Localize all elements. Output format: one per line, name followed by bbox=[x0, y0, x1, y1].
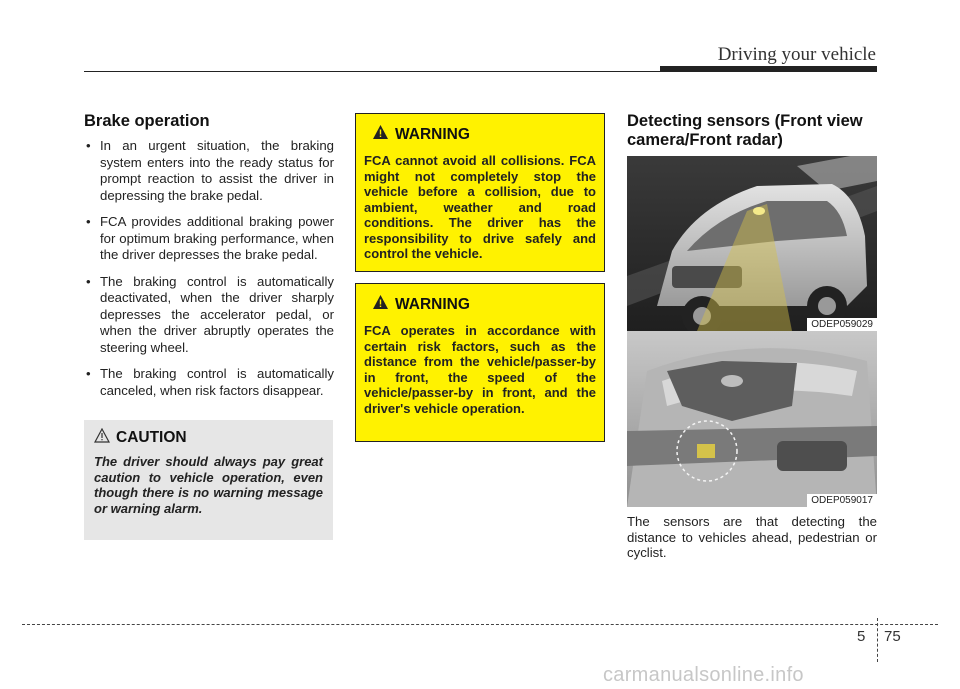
header-rule-accent bbox=[660, 66, 877, 72]
warning-triangle-icon bbox=[372, 124, 389, 145]
header-rule bbox=[84, 71, 660, 72]
warning-box-2 bbox=[355, 283, 605, 442]
list-item: • The braking control is automatically deactivated, when the driver sharply depresses the accelerator pedal, or when the driver abruptly operates the steering wheel. bbox=[84, 274, 334, 357]
image-code: ODEP059017 bbox=[807, 494, 877, 507]
warning-triangle-icon bbox=[372, 294, 389, 315]
caution-label: CAUTION bbox=[116, 429, 187, 446]
list-item: • In an urgent situation, the braking system enters into the ready status for prompt reaction to assist the driver in depressing the brake pedal. bbox=[84, 138, 334, 204]
section-title: Driving your vehicle bbox=[717, 44, 876, 65]
watermark: carmanualsonline.info bbox=[603, 664, 804, 686]
caution-text: The driver should always pay great caution to vehicle operation, even though there is no warning message or warning alarm. bbox=[94, 454, 323, 516]
chapter-number: 5 bbox=[857, 628, 866, 645]
sensors-description: The sensors are that detecting the distance to vehicles ahead, pedestrian or cyclist. bbox=[627, 514, 877, 560]
sensors-heading: Detecting sensors (Front view camera/Front radar) bbox=[627, 112, 863, 149]
page-number: 75 bbox=[884, 628, 901, 645]
warning-label: WARNING bbox=[395, 295, 470, 313]
footer-rule bbox=[22, 624, 938, 625]
warning-text: FCA cannot avoid all collisions. FCA might not completely stop the vehicle before a collision, due to ambient, weather and road conditions. The driver has the responsibility to drive safely and control the vehicle. bbox=[364, 153, 596, 261]
image-code: ODEP059029 bbox=[807, 318, 877, 331]
list-item: • The braking control is automatically canceled, when risk factors disappear. bbox=[84, 366, 334, 399]
warning-label: WARNING bbox=[395, 125, 470, 143]
caution-box bbox=[84, 420, 333, 540]
brake-bullet-list bbox=[84, 138, 334, 409]
front-camera-illustration bbox=[627, 156, 877, 331]
caution-triangle-icon bbox=[94, 428, 110, 448]
warning-box-1 bbox=[355, 113, 605, 272]
list-item: • FCA provides additional braking power for optimum braking performance, when the driver depresses the brake pedal. bbox=[84, 214, 334, 264]
warning-text: FCA operates in accordance with certain risk factors, such as the distance from the vehicle/passer-by in front, the speed of the vehicle/passer-by in front, and the driver's vehicle operation. bbox=[364, 323, 596, 416]
front-radar-illustration bbox=[627, 331, 877, 507]
footer-divider bbox=[877, 618, 878, 662]
brake-heading: Brake operation bbox=[84, 112, 210, 130]
